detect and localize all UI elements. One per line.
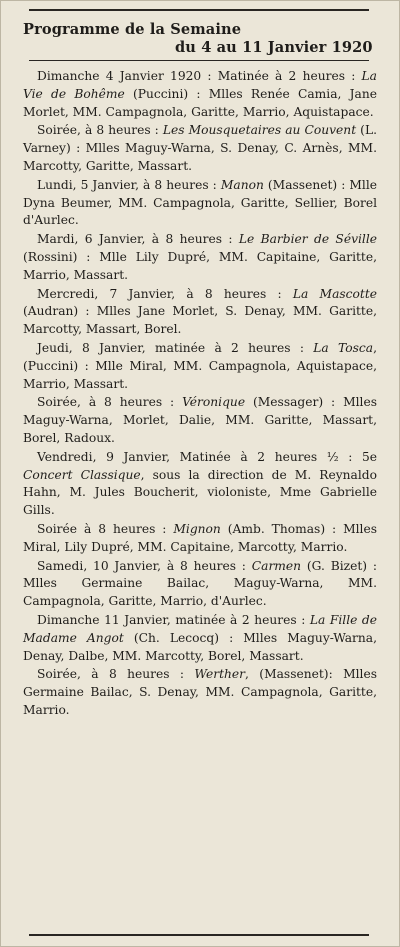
entry-details: (Amb. Thomas) : Mlles Miral, Lily Dupré, MM. Capitaine, Marcotty, Marrio. (23, 521, 378, 554)
entry-details: (L. Varney) : Mlles Maguy-Warna, S. Denay, C. Arnès, MM. Marcotty, Garitte, Massart. (23, 123, 377, 173)
entry-date-time: Soirée, à 8 heures : (37, 123, 163, 138)
schedule-entry (23, 558, 377, 611)
entry-date-time: Vendredi, 9 Janvier, Matinée à 2 heures ½ : 5e (37, 449, 377, 464)
bottom-rule (29, 934, 369, 936)
schedule-entry (23, 177, 377, 230)
entry-date-time: Mardi, 6 Janvier, à 8 heures : (37, 232, 239, 247)
programme-schedule (23, 68, 377, 720)
schedule-entry (23, 68, 377, 121)
work-title: Véronique (182, 395, 246, 410)
entry-date-time: Jeudi, 8 Janvier, matinée à 2 heures : (37, 340, 314, 355)
work-title: Le Barbier de Séville (238, 232, 378, 247)
work-title: Werther (194, 667, 246, 682)
schedule-entry (23, 231, 377, 284)
work-title: La Fille de Madame Angot (23, 612, 377, 645)
schedule-entry (23, 286, 377, 339)
entry-date-time: Samedi, 10 Janvier, à 8 heures : (37, 558, 252, 573)
schedule-entry (23, 394, 377, 447)
top-rule (29, 9, 369, 11)
entry-date-time: Soirée, à 8 heures : (37, 395, 183, 410)
header-divider (29, 60, 369, 61)
work-title: La Mascotte (292, 286, 378, 301)
entry-details: , sous la direction de M. Reynaldo Hahn, M. Jules Boucherit, violoniste, Mme Gabrielle Gills. (23, 467, 377, 518)
work-title: La Tosca (313, 340, 374, 355)
entry-date-time: Lundi, 5 Janvier, à 8 heures : (37, 177, 221, 192)
entry-details: (Puccini) : Mlles Renée Camia, Jane Morlet, MM. Campagnola, Garitte, Marrio, Aquistapace. (23, 86, 378, 119)
entry-details: (Ch. Lecocq) : Mlles Maguy-Warna, Denay, Dalbe, MM. Marcotty, Borel, Massart. (23, 630, 377, 663)
entry-date-time: Dimanche 4 Janvier 1920 : Matinée à 2 heures : (37, 69, 362, 83)
schedule-entry (23, 449, 377, 520)
entry-details: , (Massenet): Mlles Germaine Bailac, S. Denay, MM. Campagnola, Garitte, Marrio. (23, 667, 377, 717)
entry-details: , (Puccini) : Mlle Miral, MM. Campagnola, Aquistapace, Marrio, Massart. (23, 340, 377, 391)
schedule-entry (23, 122, 377, 175)
work-title: Carmen (251, 558, 302, 573)
programme-dates: du 4 au 11 Janvier 1920 (175, 39, 373, 56)
entry-date-time: Soirée, à 8 heures : (37, 667, 195, 682)
schedule-entry (23, 521, 377, 557)
work-title: La Vie de Bohême (23, 69, 377, 101)
schedule-entry (23, 666, 377, 719)
work-title: Mignon (173, 521, 221, 536)
entry-details: (Messager) : Mlles Maguy-Warna, Morlet, Dalie, MM. Garitte, Massart, Borel, Radoux. (23, 395, 377, 445)
work-title: Les Mousquetaires au Couvent (162, 123, 357, 138)
programme-title: Programme de la Semaine (23, 21, 242, 38)
entry-date-time: Mercredi, 7 Janvier, à 8 heures : (37, 286, 293, 301)
entry-date-time: Dimanche 11 Janvier, matinée à 2 heures : (37, 612, 310, 627)
work-title: Concert Classique (23, 467, 141, 482)
schedule-entry (23, 340, 377, 393)
entry-details: (Massenet) : Mlle Dyna Beumer, MM. Campagnola, Garitte, Sellier, Borel d'Aurlec. (23, 177, 378, 228)
entry-details: (Rossini) : Mlle Lily Dupré, MM. Capitaine, Garitte, Marrio, Massart. (23, 249, 377, 282)
entry-date-time: Soirée à 8 heures : (37, 521, 174, 536)
entry-details: (G. Bizet) : Mlles Germaine Bailac, Maguy-Warna, MM. Campagnola, Garitte, Marrio, d'Aurlec. (23, 558, 377, 609)
entry-details: (Audran) : Mlles Jane Morlet, S. Denay, MM. Garitte, Marcotty, Massart, Borel. (23, 304, 377, 337)
work-title: Manon (220, 177, 264, 192)
schedule-entry (23, 612, 377, 665)
